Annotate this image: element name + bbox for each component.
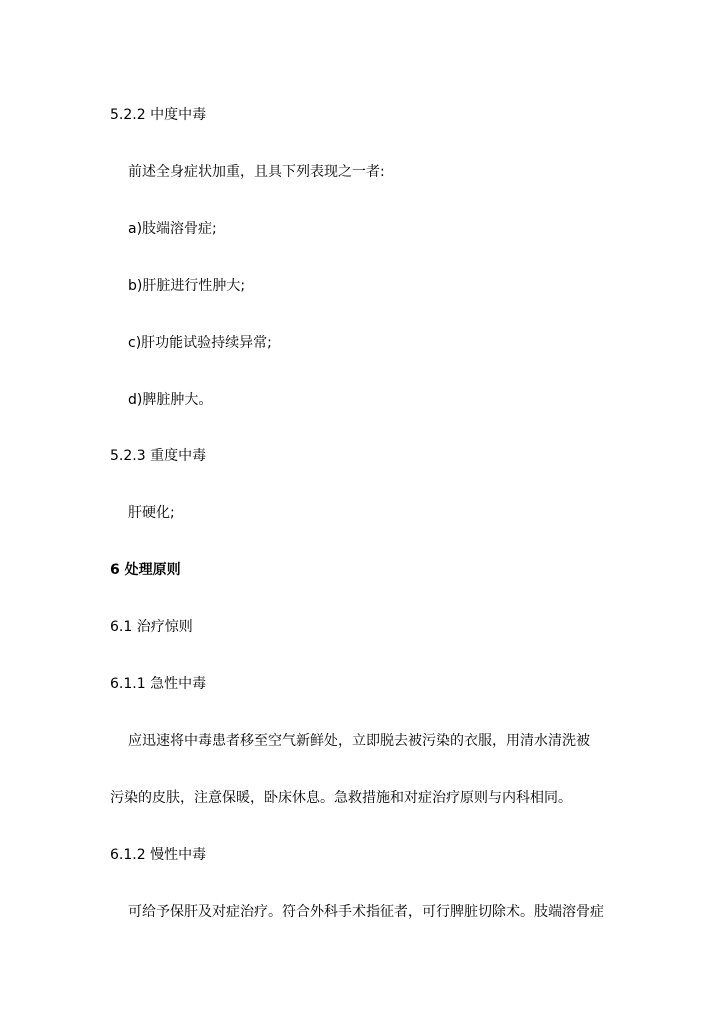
paragraph-cirrhosis: 肝硬化;	[128, 505, 175, 521]
heading-6-1-1: 6.1.1 急性中毒	[110, 676, 207, 692]
paragraph-acute-line-1: 应迅速将中毒患者移至空气新鲜处，立即脱去被污染的衣服，用清水清洗被	[128, 733, 590, 749]
list-item-b: b)肝脏进行性肿大;	[128, 278, 246, 294]
heading-6: 6 处理原则	[110, 562, 181, 578]
heading-6-1: 6.1 治疗惊则	[110, 619, 193, 635]
heading-5-2-2: 5.2.2 中度中毒	[110, 107, 207, 123]
list-item-d: d)脾脏肿大。	[128, 392, 213, 408]
heading-5-2-3: 5.2.3 重度中毒	[110, 448, 207, 464]
list-item-c: c)肝功能试验持续异常;	[128, 335, 272, 351]
paragraph-chronic-line-1: 可给予保肝及对症治疗。符合外科手术指征者，可行脾脏切除术。肢端溶骨症	[128, 904, 604, 920]
list-item-a: a)肢端溶骨症;	[128, 221, 217, 237]
heading-6-1-2: 6.1.2 慢性中毒	[110, 847, 207, 863]
paragraph-acute-line-2: 污染的皮肤，注意保暖，卧床休息。急救措施和对症治疗原则与内科相同。	[110, 790, 572, 806]
paragraph-moderate-intro: 前述全身症状加重，且具下列表现之一者:	[128, 164, 385, 180]
